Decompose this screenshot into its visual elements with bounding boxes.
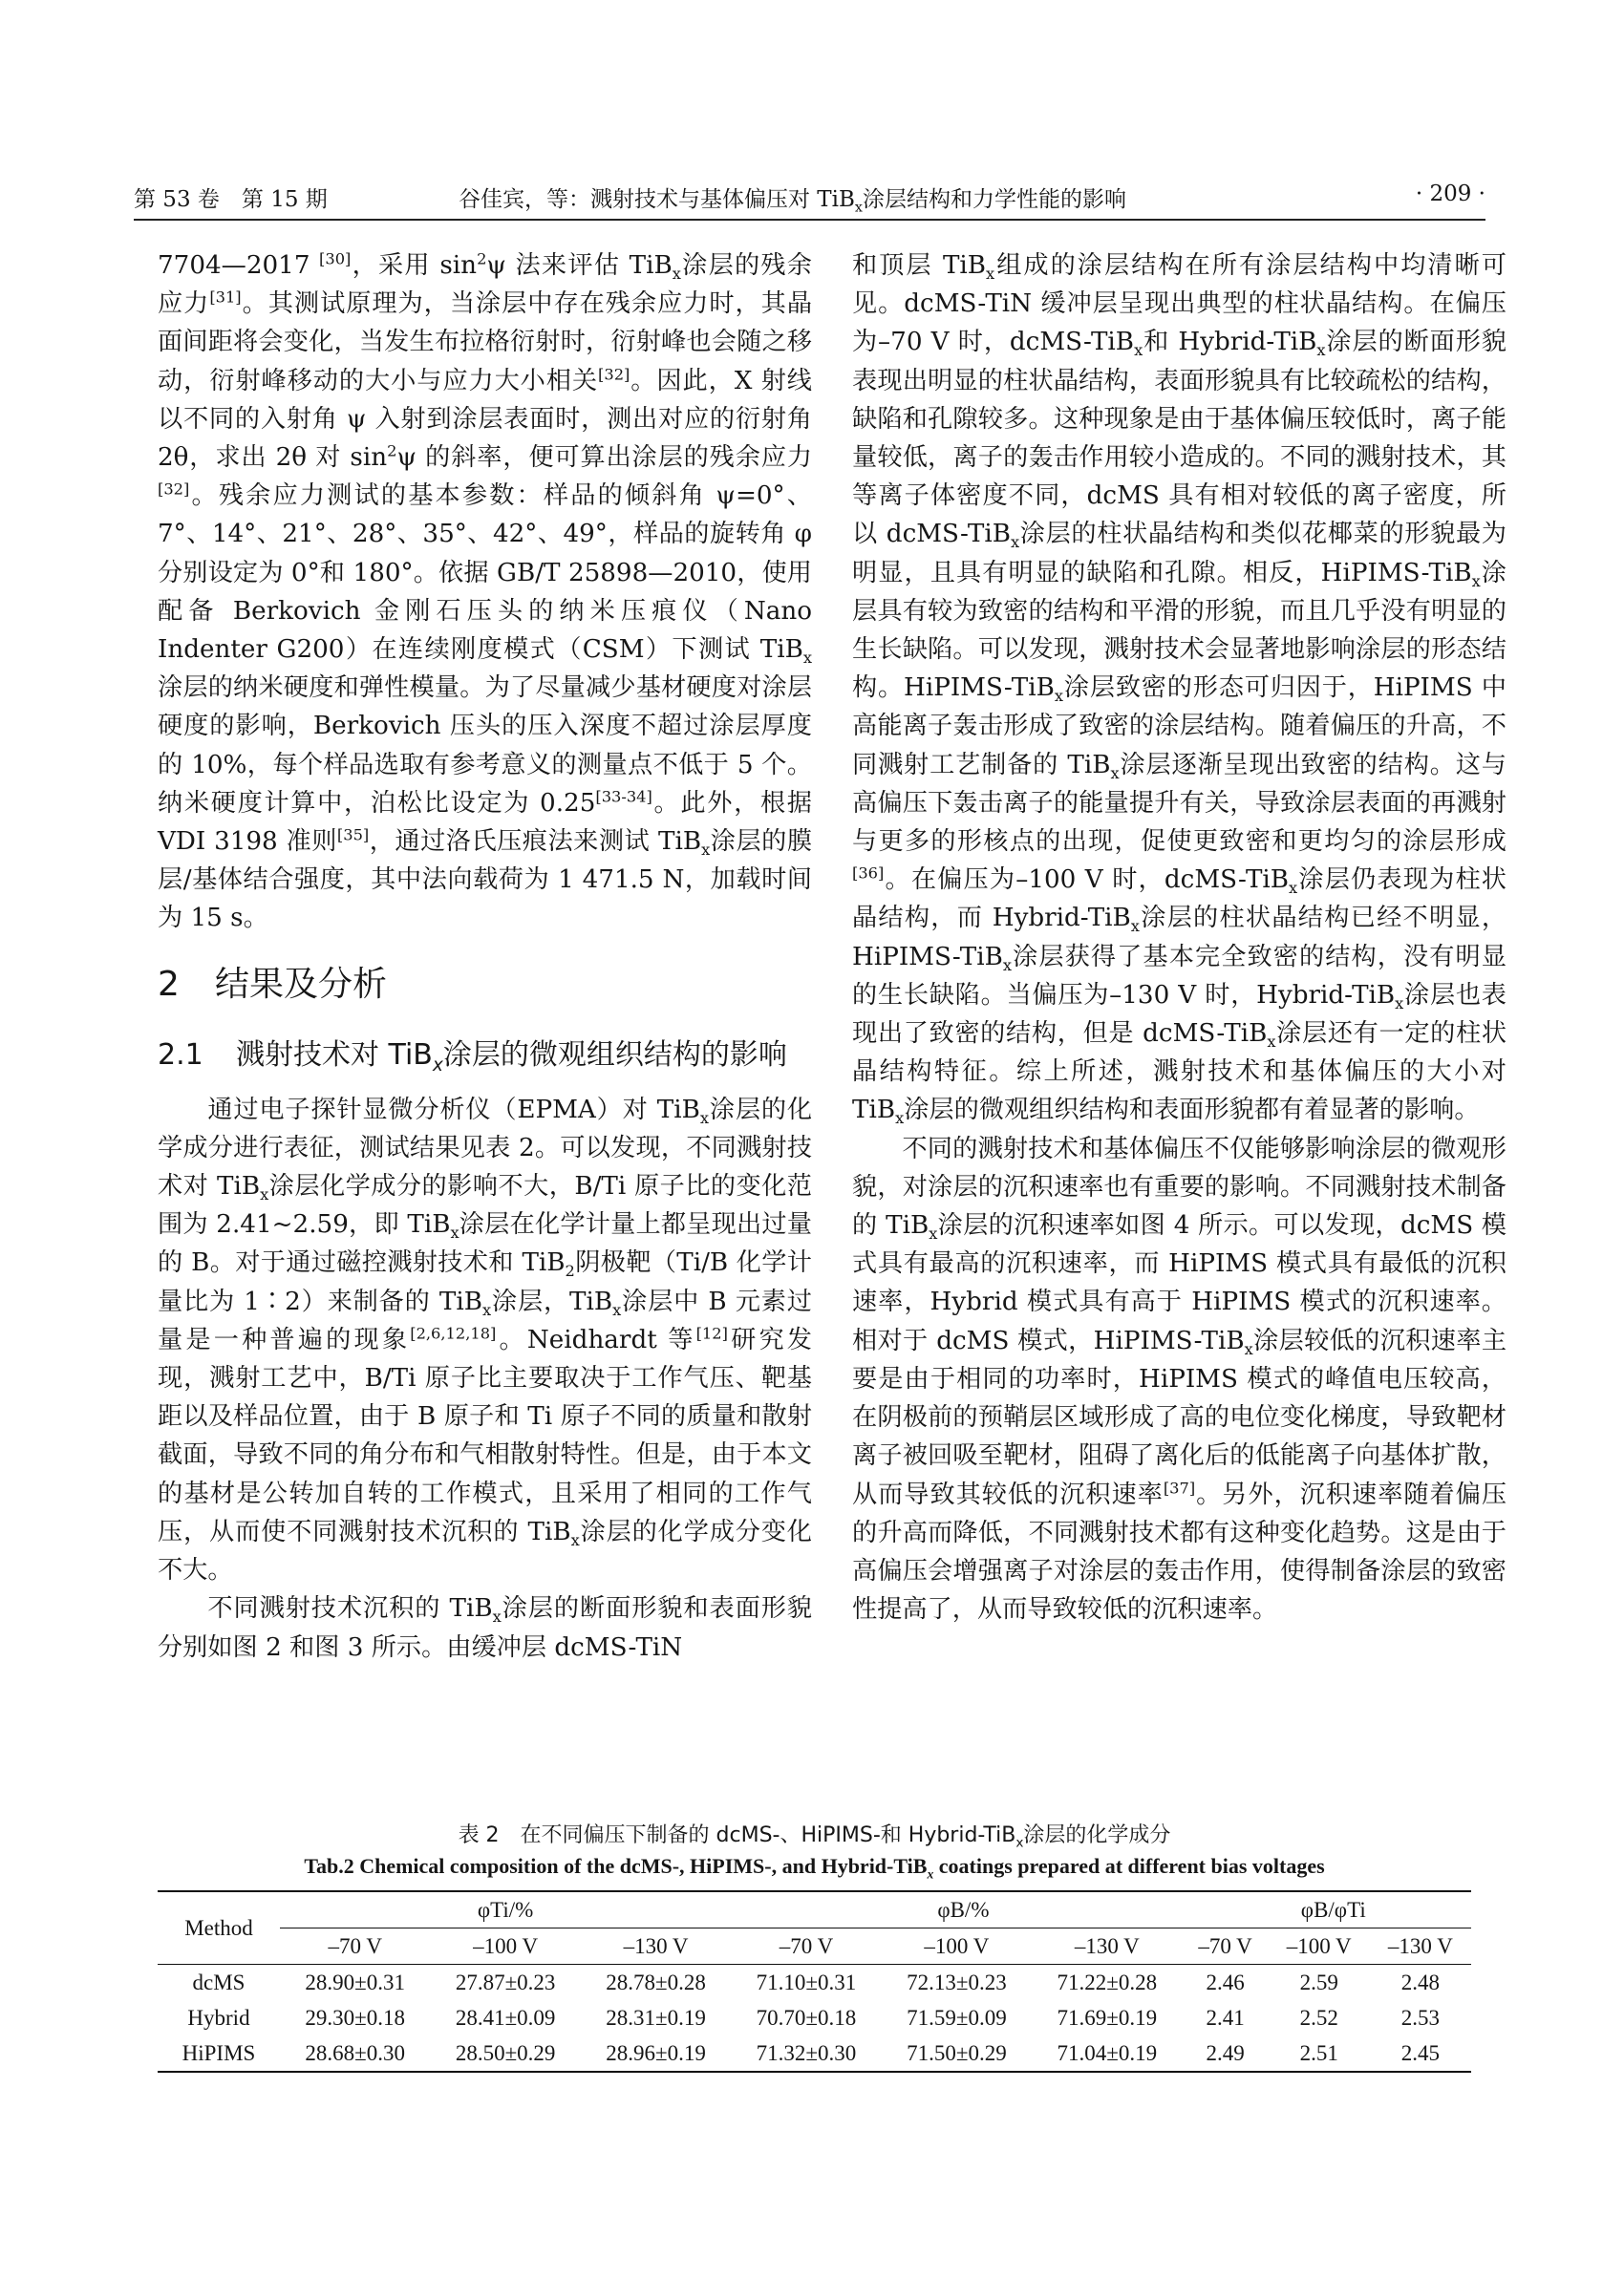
table-cell: 71.32±0.30 [731, 2035, 881, 2072]
table-cell: 28.96±0.19 [581, 2035, 731, 2072]
b-ti-ratio-header: φB/φTi [1183, 1891, 1471, 1928]
table-cell: 27.87±0.23 [455, 1970, 556, 1994]
table-cell: 28.50±0.29 [430, 2035, 580, 2072]
composition-table [158, 1890, 1471, 2073]
paragraph-morphology-intro: 不同溅射技术沉积的 TiB$_x$涂层的断面形貌和表面形貌分别如图 2 和图 3 所示。由缓冲层 dcMS-TiN [158, 1594, 812, 1662]
table-row [158, 1965, 1471, 2001]
table-cell: 28.41±0.09 [455, 2005, 556, 2030]
subsection-heading: 2.1 溅射技术对 TiB$_x$涂层的微观组织结构的影响 [158, 1037, 787, 1076]
ti-fraction-header: φTi/% [280, 1891, 731, 1928]
paragraph-morphology: 和顶层 TiB$_x$组成的涂层结构在所有涂层结构中均清晰可见。dcMS-TiN 缓冲层呈现出典型的柱状晶结构。在偏压为–70 V 时，dcMS-TiB$_x$和 Hybrid-TiB$_x$涂层的断面形貌表现出明显的柱状晶结构，表面形貌具有比较疏松的结构，缺陷和孔隙较多。这种现象是由于基体偏压较低时，离子能量较低，离子的轰击作用较小造成的。不同的溅射技术，其等离子体密度不同，dcMS 具有相对较低的离子密度，所以 dcMS-TiB$_x$涂层的柱状晶结构和类似花椰菜的形貌最为明显，且具有明显的缺陷和孔隙。相反，HiPIMS-TiB$_x$涂层具有较为致密的结构和平滑的形貌，而且几乎没有明显的生长缺陷。可以发现，溅射技术会显著地影响涂层的形态结构。HiPIMS-TiB$_x$涂层致密的形态可归因于，HiPIMS 中高能离子轰击形成了致密的涂层结构。随着偏压的升高，不同溅射工艺制备的 TiB$_x$涂层逐渐呈现出致密的结构。这与高偏压下轰击离子的能量提升有关，导致涂层表面的再溅射与更多的形核点的出现，促使更致密和更均匀的涂层形成[36]。在偏压为–100 V 时，dcMS-TiB$_x$涂层仍表现为柱状晶结构，而 Hybrid-TiB$_x$涂层的柱状晶结构已经不明显，HiPIMS-TiB$_x$涂层获得了基本完全致密的结构，没有明显的生长缺陷。当偏压为–130 V 时，Hybrid-TiB$_x$涂层也表现出了致密的结构，但是 dcMS-TiB$_x$涂层还有一定的柱状晶结构特征。综上所述，溅射技术和基体偏压的大小对 TiB$_x$涂层的微观组织结构和表面形貌都有着显著的影响。 [852, 251, 1507, 1128]
table-caption-zh: 表 2 在不同偏压下制备的 dcMS-、HiPIMS-和 Hybrid-TiB$_x$涂层的化学成分 [458, 1823, 1171, 1851]
bias-header: –100 V [1269, 1928, 1370, 1965]
header-rule [134, 219, 1485, 221]
table-cell: 70.70±0.18 [756, 2005, 857, 2030]
method-cell: HiPIMS [158, 2035, 280, 2072]
paragraph-deposition-rate: 不同的溅射技术和基体偏压不仅能够影响涂层的微观形貌，对涂层的沉积速率也有重要的影响。不同溅射技术制备的 TiB$_x$涂层的沉积速率如图 4 所示。可以发现，dcMS 模式具有最高的沉积速率，而 HiPIMS 模式具有最低的沉积速率，Hybrid 模式具有高于 HiPIMS 模式的沉积速率。相对于 dcMS 模式，HiPIMS-TiB$_x$涂层较低的沉积速率主要是由于相同的功率时，HiPIMS 模式的峰值电压较高，在阴极前的预鞘层区域形成了高的电位变化梯度，导致靶材离子被回吸至靶材，阻碍了离化后的低能离子向基体扩散，从而导致其较低的沉积速率[37]。另外，沉积速率随着偏压的升高而降低，不同溅射技术都有这种变化趋势。这是由于高偏压会增强离子对涂层的轰击作用，使得制备涂层的致密性提高了，从而导致较低的沉积速率。 [852, 1134, 1507, 1625]
table-cell: 71.50±0.29 [882, 2035, 1032, 2072]
table-cell: 71.22±0.28 [1057, 1970, 1158, 1994]
table-cell: 2.52 [1299, 2005, 1338, 2030]
table-cell: 2.48 [1400, 1970, 1440, 1994]
table-caption-en: Tab.2 Chemical composition of the dcMS-, HiPIMS-, and Hybrid-TiB$_x$ coatings prepared at different bias voltages [304, 1854, 1325, 1882]
table-cell: 2.53 [1400, 2005, 1440, 2030]
table-cell: 2.46 [1206, 1970, 1245, 1994]
paragraph-residual-stress: 7704—2017 [30]，采用 $\sin^2\psi$ 法来评估 TiB$_x$涂层的残余应力[31]。其测试原理为，当涂层中存在残余应力时，其晶面间距将会变化，当发生布拉格衍射时，衍射峰也会随之移动，衍射峰移动的大小与应力大小相关[32]。因此，X 射线以不同的入射角 ψ 入射到涂层表面时，测出对应的衍射角 2θ，求出 2θ 对 $\sin^2\psi$ 的斜率，便可算出涂层的残余应力[32]。残余应力测试的基本参数：样品的倾斜角 ψ=0°、7°、14°、21°、28°、35°、42°、49°，样品的旋转角 φ 分别设定为 0°和 180°。依据 GB/T 25898—2010，使用配备 Berkovich 金刚石压头的纳米压痕仪（Nano Indenter G200）在连续刚度模式（CSM）下测试 TiB$_x$涂层的纳米硬度和弹性模量。为了尽量减少基材硬度对涂层硬度的影响，Berkovich 压头的压入深度不超过涂层厚度的 10%，每个样品选取有参考意义的测量点不低于 5 个。纳米硬度计算中，泊松比设定为 0.25[33-34]。此外，根据 VDI 3198 准则[35]，通过洛氏压痕法来测试 TiB$_x$涂层的膜层/基体结合强度，其中法向载荷为 1 471.5 N，加载时间为 15 s。 [158, 249, 813, 933]
bias-header: –130 V [1370, 1928, 1471, 1965]
section-heading: 2 结果及分析 [158, 964, 388, 1004]
table-cell: 28.31±0.19 [606, 2005, 706, 2030]
table-cell: 71.69±0.19 [1057, 2005, 1158, 2030]
table-cell: 29.30±0.18 [305, 2005, 406, 2030]
bias-header: –100 V [430, 1928, 580, 1965]
right-column [852, 246, 1506, 1629]
volume-issue: 第 53 卷 第 15 期 [134, 187, 328, 212]
table-cell: 72.13±0.23 [907, 1970, 1007, 1994]
table-row [158, 2000, 1471, 2035]
table-cell: 2.41 [1206, 2005, 1245, 2030]
bias-header: –100 V [882, 1928, 1032, 1965]
table-cell: 28.90±0.31 [305, 1970, 406, 1994]
paragraph-chemical-composition: 通过电子探针显微分析仪（EPMA）对 TiB$_x$涂层的化学成分进行表征，测试结果见表 2。可以发现，不同溅射技术对 TiB$_x$涂层化学成分的影响不大，B/Ti 原子比的变化范围为 2.41~2.59，即 TiB$_x$涂层在化学计量上都呈现出过量的 B。对于通过磁控溅射技术和 TiB$_2$阴极靶（Ti/B 化学计量比为 1∶2）来制备的 TiB$_x$涂层，TiB$_x$涂层中 B 元素过量是一种普遍的现象[2,6,12,18]。Neidhardt 等[12]研究发现，溅射工艺中，B/Ti 原子比主要取决于工作气压、靶基距以及样品位置，由于 B 原子和 Ti 原子不同的质量和散射截面，导致不同的角分布和气相散射特性。但是，由于本文的基材是公转加自转的工作模式，且采用了相同的工作气压，从而使不同溅射技术沉积的 TiB$_x$涂层的化学成分变化不大。 [158, 1095, 813, 1586]
table-cell: 2.49 [1183, 2035, 1269, 2072]
method-cell: dcMS [192, 1970, 246, 1994]
table-cell: 28.68±0.30 [280, 2035, 430, 2072]
table-cell: 2.45 [1370, 2035, 1471, 2072]
b-fraction-header: φB/% [731, 1891, 1182, 1928]
bias-header: –70 V [731, 1928, 881, 1965]
bias-header: –130 V [1032, 1928, 1182, 1965]
bias-header: –70 V [280, 1928, 430, 1965]
page-number: · 209 · [1415, 181, 1485, 206]
table-2 [158, 1820, 1471, 2073]
table-cell: 71.04±0.19 [1032, 2035, 1182, 2072]
method-cell: Hybrid [187, 2005, 250, 2030]
left-column [158, 246, 812, 1667]
method-header: Method [158, 1891, 280, 1965]
table-row [158, 2035, 1471, 2072]
bias-header: –70 V [1183, 1928, 1269, 1965]
running-title: 谷佳宾，等：溅射技术与基体偏压对 TiB$_x$涂层结构和力学性能的影响 [459, 187, 1126, 216]
table-cell: 2.51 [1269, 2035, 1370, 2072]
table-cell: 71.10±0.31 [756, 1970, 857, 1994]
table-cell: 28.78±0.28 [606, 1970, 706, 1994]
table-cell: 71.59±0.09 [907, 2005, 1007, 2030]
running-header [134, 176, 1485, 224]
table-cell: 2.59 [1299, 1970, 1338, 1994]
bias-header: –130 V [581, 1928, 731, 1965]
